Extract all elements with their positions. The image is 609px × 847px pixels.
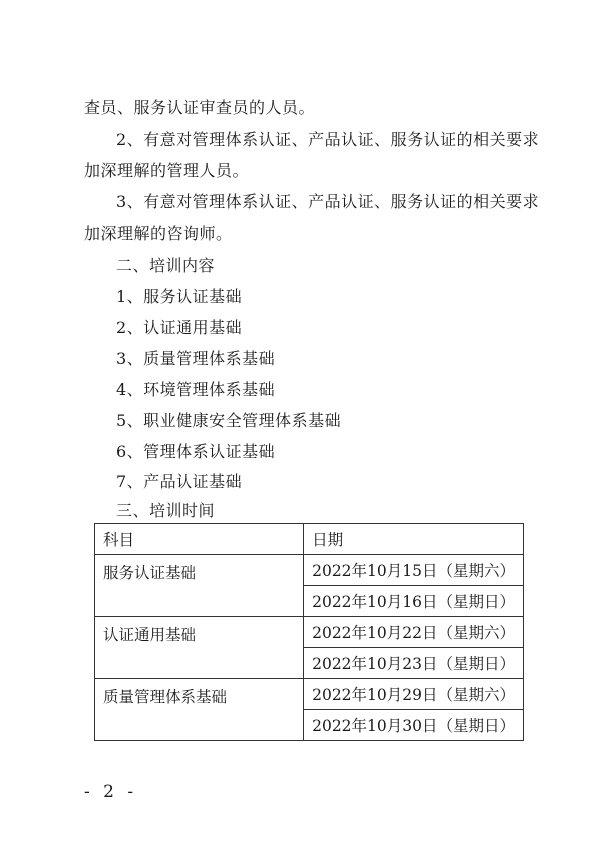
- table-row: [95, 679, 524, 710]
- table-row: [95, 555, 524, 586]
- list-item: 3、质量管理体系基础: [116, 349, 276, 368]
- table-row: [95, 617, 524, 648]
- list-item: 6、管理体系认证基础: [116, 442, 276, 461]
- column-header-subject: 科目: [95, 524, 304, 555]
- date-cell: 2022年10月22日（星期六）: [304, 617, 524, 648]
- date-cell: 2022年10月29日（星期六）: [304, 679, 524, 710]
- list-item: 1、服务认证基础: [116, 287, 243, 306]
- list-item: 5、职业健康安全管理体系基础: [116, 411, 342, 430]
- date-cell: 2022年10月23日（星期日）: [304, 648, 524, 679]
- schedule-table: [94, 523, 524, 741]
- column-header-date: 日期: [304, 524, 524, 555]
- paragraph-line: 查员、服务认证审查员的人员。: [84, 98, 316, 117]
- date-cell: 2022年10月16日（星期日）: [304, 586, 524, 617]
- subject-cell: 质量管理体系基础: [95, 679, 304, 741]
- paragraph-line: 3、有意对管理体系认证、产品认证、服务认证的相关要求: [116, 192, 540, 211]
- list-item: 7、产品认证基础: [116, 472, 243, 491]
- page-number: - 2 -: [84, 782, 138, 802]
- list-item: 2、认证通用基础: [116, 318, 243, 337]
- paragraph-line: 加深理解的咨询师。: [84, 224, 233, 243]
- list-item: 4、环境管理体系基础: [116, 380, 276, 399]
- paragraph-line: 2、有意对管理体系认证、产品认证、服务认证的相关要求: [116, 130, 540, 149]
- section-heading-training-content: 二、培训内容: [116, 256, 216, 275]
- paragraph-line: 加深理解的管理人员。: [84, 161, 250, 180]
- subject-cell: 认证通用基础: [95, 617, 304, 679]
- section-heading-training-time: 三、培训时间: [116, 501, 216, 520]
- table-header-row: [95, 524, 524, 555]
- date-cell: 2022年10月30日（星期日）: [304, 710, 524, 741]
- date-cell: 2022年10月15日（星期六）: [304, 555, 524, 586]
- subject-cell: 服务认证基础: [95, 555, 304, 617]
